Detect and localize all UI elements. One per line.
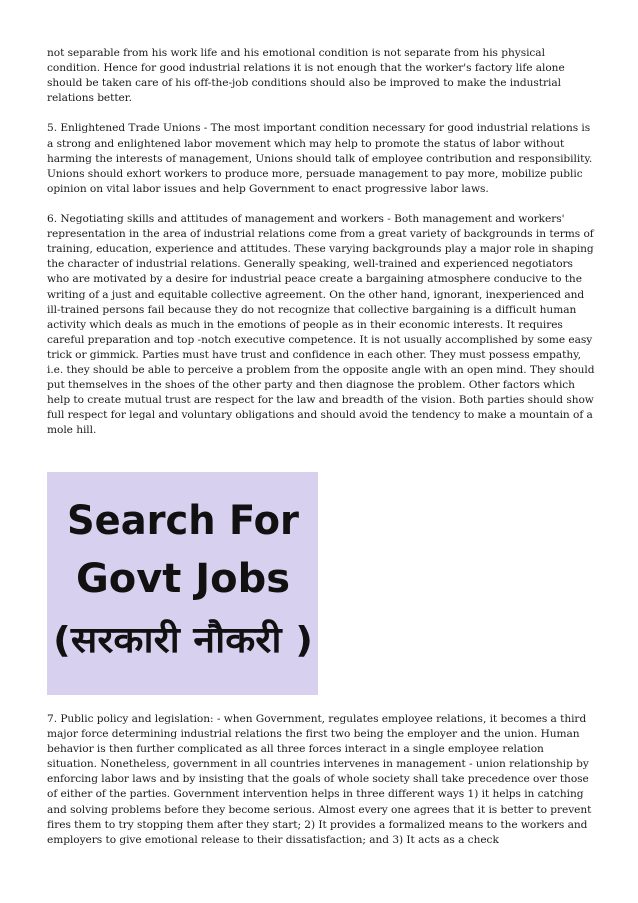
paragraph-public-policy: 7. Public policy and legislation: - when Government, regulates employee relations, it becomes a third major force determining industrial relations the first two being the employer and the union. Human behavior is then further complicated as all three forces interact in a single employee relation situation. Nonetheless, government in all countries intervenes in management - union relationship by enforcing labor laws and by insisting that the goals of whole society shall take precedence over those of either of the parties. Government intervention helps in three different ways 1) it helps in catching and solving problems before they become serious. Almost every one agrees that it is better to prevent fires them to try stopping them after they start; 2) It provides a formalized means to the workers and employers to give emotional release to their dissatisfaction; and 3) It acts as a check	[47, 713, 592, 846]
govt-jobs-ad-banner[interactable]	[47, 472, 318, 695]
ad-line-govt-jobs: Govt Jobs	[76, 556, 290, 602]
ad-line-search-for: Search For	[67, 498, 300, 544]
ad-line-sarkari-naukri: (सरकारी नौकरी )	[53, 620, 293, 661]
ad-banner-graphic	[47, 472, 318, 695]
body-text-bottom	[47, 712, 595, 863]
paragraph-continuation: not separable from his work life and his emotional condition is not separate from his physical condition. Hence for good industrial relations it is not enough that the worker's factory life alone should be taken care of his off-the-job conditions should also be improved to make the industrial relations better.	[47, 47, 565, 105]
body-text-top	[47, 46, 595, 454]
paragraph-enlightened-trade-unions: 5. Enlightened Trade Unions - The most important condition necessary for good industrial relations is a strong and enlightened labor movement which may help to promote the status of labor without harming the interests of management, Unions should talk of employee contribution and responsibility. Unions should exhort workers to produce more, persuade management to pay more, mobilize public opinion on vital labor issues and help Government to enact progressive labor laws.	[47, 122, 593, 195]
paragraph-negotiating-skills: 6. Negotiating skills and attitudes of management and workers - Both management and workers' representation in the area of industrial relations come from a great variety of backgrounds in terms of training, education, experience and attitudes. These varying backgrounds play a major role in shaping the character of industrial relations. Generally speaking, well-trained and experienced negotiators who are motivated by a desire for industrial peace create a bargaining atmosphere conducive to the writing of a just and equitable collective agreement. On the other hand, ignorant, inexperienced and ill-trained persons fail because they do not recognize that collective bargaining is a difficult human activity which deals as much in the emotions of people as in their economic interests. It requires careful preparation and top -notch executive competence. It is not usually accomplished by some easy trick or gimmick. Parties must have trust and confidence in each other. They must possess empathy, i.e. they should be able to perceive a problem from the opposite angle with an open mind. They should put themselves in the shoes of the other party and then diagnose the problem. Other factors which help to create mutual trust are respect for the law and breadth of the vision. Both parties should show full respect for legal and voluntary obligations and should avoid the tendency to make a mountain of a mole hill.	[47, 213, 595, 437]
